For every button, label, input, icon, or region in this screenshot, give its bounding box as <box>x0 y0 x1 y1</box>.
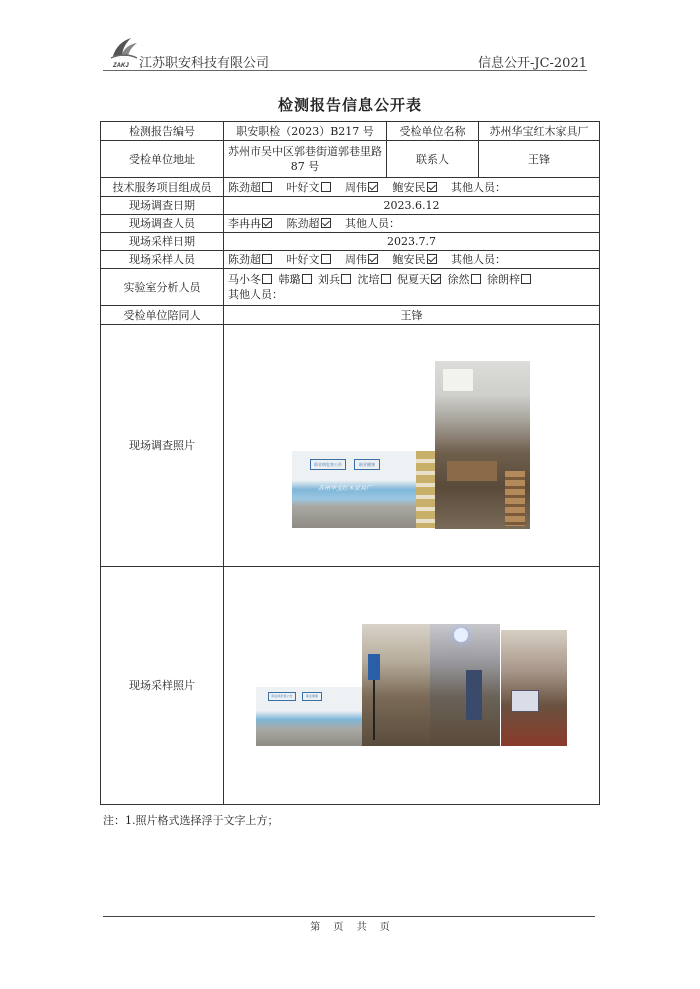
survey-staff <box>224 215 600 233</box>
member-name: 李冉冉 <box>228 217 261 230</box>
escort-value: 王锋 <box>224 306 600 325</box>
lab-staff-label: 实验室分析人员 <box>101 269 224 306</box>
document-number: 信息公开-JC-2021 <box>477 56 587 71</box>
member-name: 陈劲超 <box>286 217 320 230</box>
lab-member <box>448 273 484 286</box>
checkbox-icon[interactable] <box>262 218 272 228</box>
lab-staff-line <box>228 272 595 287</box>
footnote: 注：1.照片格式选择浮于文字上方； <box>103 814 279 827</box>
checkbox-icon[interactable] <box>521 274 531 284</box>
banner-text: 苏州华宝红木家具厂 <box>318 485 373 492</box>
sampling-date-label: 现场采样日期 <box>101 233 224 251</box>
address-label: 受检单位地址 <box>101 141 224 178</box>
member-name: 徐然 <box>447 273 470 286</box>
page-footer: 第 页 共 页 <box>310 922 390 933</box>
sampling-staff-label: 现场采样人员 <box>101 251 224 269</box>
member-name: 马小冬 <box>228 273 261 286</box>
team-member <box>287 181 334 194</box>
team-other: 其他人员： <box>451 180 506 194</box>
team-member <box>228 181 275 194</box>
report-no-label: 检测报告编号 <box>101 122 224 141</box>
member-name: 徐朗梓 <box>487 273 520 286</box>
lab-member <box>279 273 315 286</box>
checkbox-icon[interactable] <box>262 274 272 284</box>
escort-label: 受检单位陪同人 <box>101 306 224 325</box>
checkbox-icon[interactable] <box>427 182 437 192</box>
checkbox-icon[interactable] <box>321 218 331 228</box>
page-title: 检测报告信息公开表 <box>277 96 422 114</box>
unit-name-label: 受检单位名称 <box>387 122 479 141</box>
lab-member <box>397 273 444 286</box>
lab-member <box>318 273 354 286</box>
member-name: 陈劲超 <box>228 180 261 194</box>
survey-member <box>228 217 275 230</box>
workshop-bench <box>447 461 497 481</box>
header-divider <box>103 70 587 71</box>
contact-label: 联系人 <box>387 141 479 178</box>
sign-label: 职业病危害公告 <box>310 459 346 470</box>
member-name: 倪夏天 <box>397 273 430 286</box>
survey-date-label: 现场调查日期 <box>101 197 224 215</box>
worker-figure <box>466 670 482 720</box>
sampling-photo-sign <box>256 687 362 746</box>
sampling-member <box>393 253 440 266</box>
contact-value: 王锋 <box>479 141 600 178</box>
footer-divider <box>103 916 595 917</box>
sampling-member <box>345 253 381 266</box>
unit-name-value: 苏州华宝红木家具厂 <box>479 122 600 141</box>
checkbox-icon[interactable] <box>471 274 481 284</box>
survey-photo-cell <box>224 325 600 567</box>
member-name: 周伟 <box>345 253 367 266</box>
workshop-logs <box>505 471 525 526</box>
team-members <box>224 178 600 197</box>
address-value: 苏州市吴中区郭巷街道郭巷里路 87 号 <box>224 141 387 178</box>
company-name: 江苏职安科技有限公司 <box>139 56 270 71</box>
team-member <box>345 181 381 194</box>
lab-member <box>487 273 534 286</box>
survey-staff-label: 现场调查人员 <box>101 215 224 233</box>
sampler-tripod <box>373 680 375 740</box>
survey-date-value: 2023.6.12 <box>224 197 600 215</box>
member-name: 沈培 <box>357 273 380 286</box>
checkbox-icon[interactable] <box>381 274 391 284</box>
survey-other: 其他人员： <box>345 217 400 230</box>
sign-label: 职业健康 <box>354 459 380 470</box>
checkbox-icon[interactable] <box>262 182 272 192</box>
survey-photo-sign <box>292 451 435 528</box>
lab-other: 其他人员： <box>228 288 283 301</box>
lab-member <box>358 273 394 286</box>
member-name: 陈劲超 <box>228 253 261 266</box>
member-name: 叶好文 <box>286 180 320 194</box>
light-glow <box>454 628 468 642</box>
checkbox-icon[interactable] <box>321 254 331 264</box>
company-logo <box>107 34 141 68</box>
member-name: 鲍安民 <box>392 180 426 194</box>
checkbox-icon[interactable] <box>321 182 331 192</box>
sampling-photo-worker <box>430 624 500 746</box>
survey-member <box>287 217 334 230</box>
report-no-value: 职安职检（2023）B217 号 <box>224 122 387 141</box>
sampling-other: 其他人员： <box>451 253 506 266</box>
sampling-photo-cell <box>224 567 600 805</box>
page-header <box>103 34 587 70</box>
svg-text:ZAKJ: ZAKJ <box>113 63 129 68</box>
sampling-photo-meter <box>501 630 567 746</box>
member-name: 韩璐 <box>278 273 301 286</box>
survey-photo-workshop <box>435 361 530 529</box>
survey-photo-posters <box>416 451 435 528</box>
sign-label: 职业病危害公告 <box>268 692 296 701</box>
sign-label: 职业健康 <box>302 692 322 701</box>
survey-photo-label: 现场调查照片 <box>101 325 224 567</box>
team-member <box>393 181 440 194</box>
sampling-date-value: 2023.7.7 <box>224 233 600 251</box>
lab-staff <box>224 269 600 306</box>
meter-device <box>511 690 539 712</box>
checkbox-icon[interactable] <box>368 182 378 192</box>
workshop-window <box>443 369 473 391</box>
info-table <box>100 121 600 805</box>
member-name: 叶好文 <box>286 253 320 266</box>
checkbox-icon[interactable] <box>302 274 312 284</box>
member-name: 刘兵 <box>318 273 340 286</box>
sampling-photo-label: 现场采样照片 <box>101 567 224 805</box>
sampling-member <box>228 253 275 266</box>
checkbox-icon[interactable] <box>341 274 351 284</box>
sampling-member <box>287 253 334 266</box>
checkbox-icon[interactable] <box>431 274 441 284</box>
sampling-photo-equipment <box>362 624 430 746</box>
team-label: 技术服务项目组成员 <box>101 178 224 197</box>
checkbox-icon[interactable] <box>262 254 272 264</box>
checkbox-icon[interactable] <box>368 254 378 264</box>
sampling-staff <box>224 251 600 269</box>
member-name: 周伟 <box>345 180 367 194</box>
member-name: 鲍安民 <box>392 253 426 266</box>
lab-member <box>228 273 275 286</box>
sampler-device <box>368 654 380 680</box>
checkbox-icon[interactable] <box>427 254 437 264</box>
